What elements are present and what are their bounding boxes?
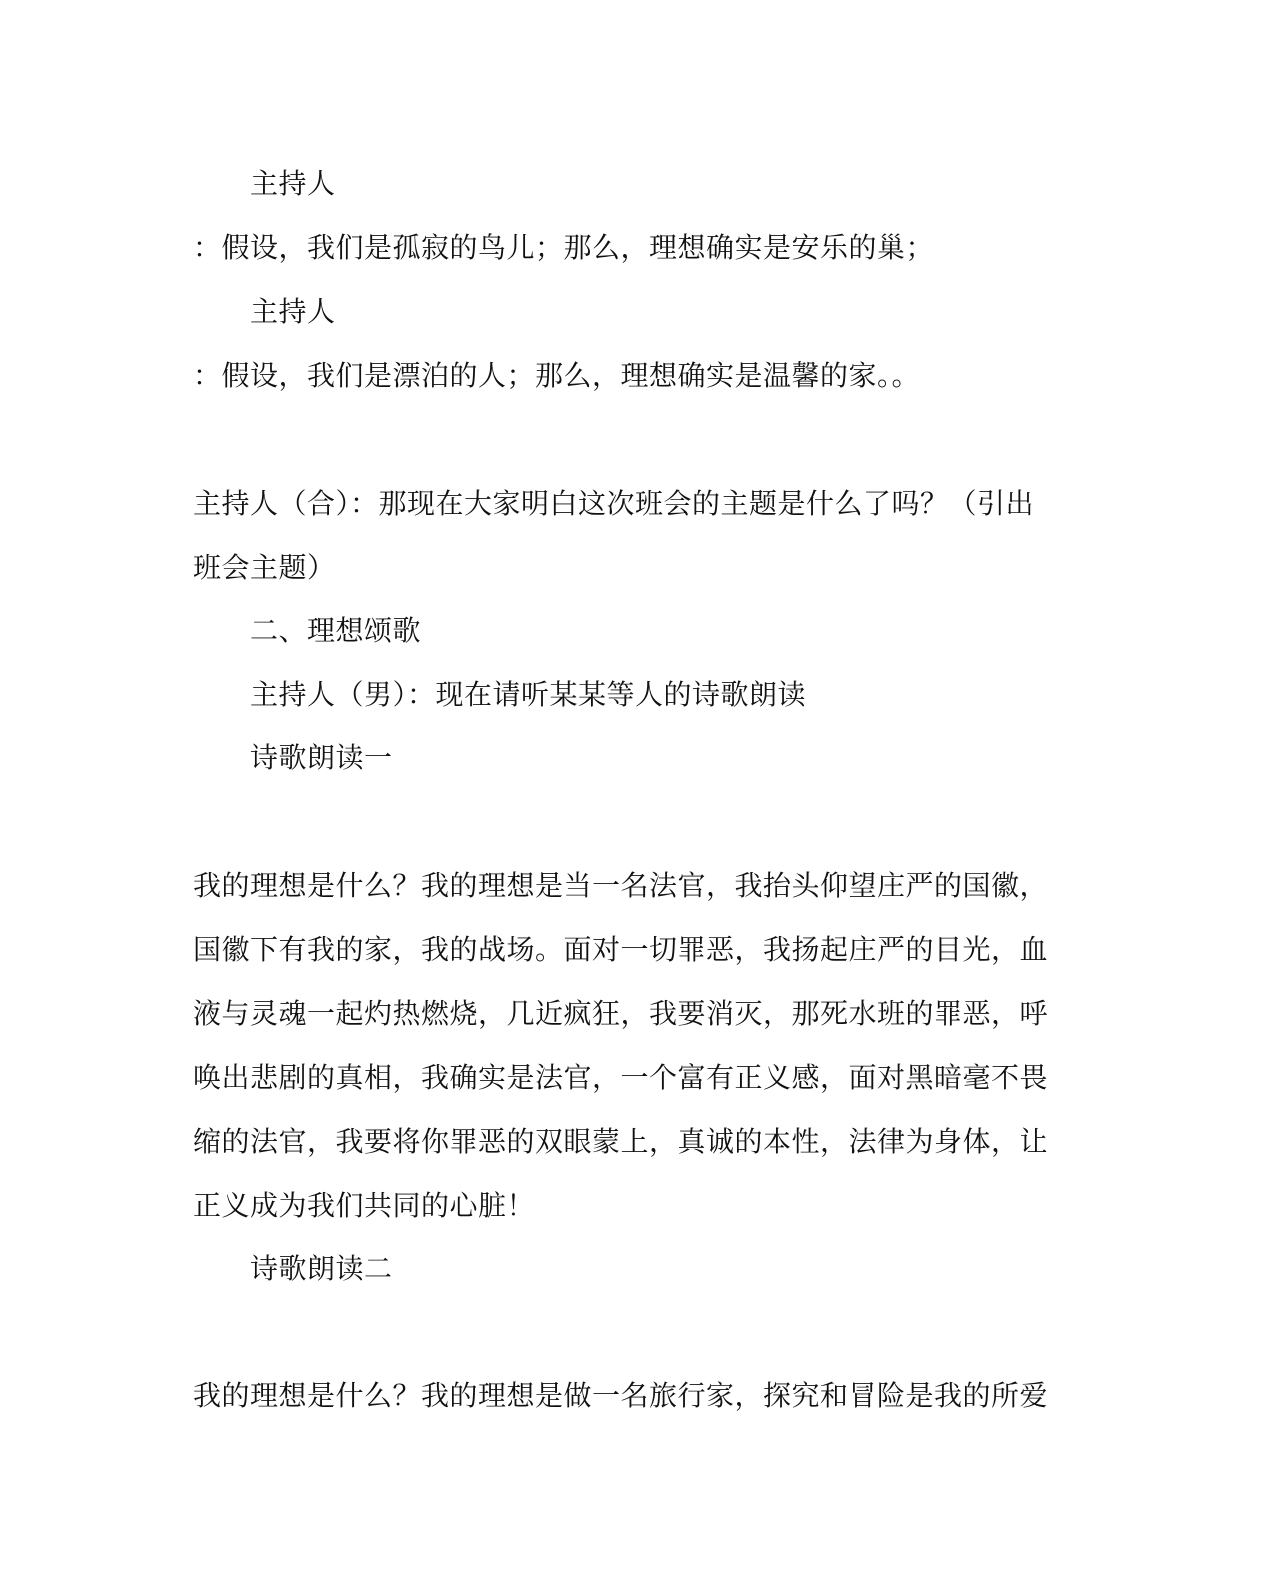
paragraph-line: 主持人（男）：现在请听某某等人的诗歌朗读: [250, 678, 807, 711]
paragraph-line: 唤出悲剧的真相，我确实是法官，一个富有正义感，面对黑暗毫不畏: [193, 1061, 1049, 1094]
speaker-label: 主持人: [250, 295, 336, 328]
paragraph-line: 液与灵魂一起灼热燃烧，几近疯狂，我要消灭，那死水班的罪恶，呼: [193, 997, 1049, 1030]
paragraph-line: 我的理想是什么？我的理想是做一名旅行家，探究和冒险是我的所爱: [193, 1379, 1049, 1412]
paragraph-line: 我的理想是什么？我的理想是当一名法官，我抬头仰望庄严的国徽，: [193, 869, 1049, 902]
paragraph-line: ：假设，我们是孤寂的鸟儿；那么，理想确实是安乐的巢；: [193, 231, 935, 264]
paragraph-line: 缩的法官，我要将你罪恶的双眼蒙上，真诚的本性，法律为身体，让: [193, 1125, 1049, 1158]
speaker-label: 主持人: [250, 167, 336, 200]
poem-heading: 诗歌朗读二: [250, 1252, 393, 1285]
paragraph-line: 主持人（合）：那现在大家明白这次班会的主题是什么了吗？（引出: [193, 487, 1035, 520]
section-heading: 二、理想颂歌: [250, 614, 422, 647]
paragraph-line: 正义成为我们共同的心脏！: [193, 1189, 536, 1222]
paragraph-line: 班会主题）: [193, 551, 336, 584]
paragraph-line: 国徽下有我的家，我的战场。面对一切罪恶，我扬起庄严的目光，血: [193, 933, 1049, 966]
paragraph-line: ：假设，我们是漂泊的人；那么，理想确实是温馨的家。。: [193, 359, 921, 392]
poem-heading: 诗歌朗读一: [250, 741, 393, 774]
